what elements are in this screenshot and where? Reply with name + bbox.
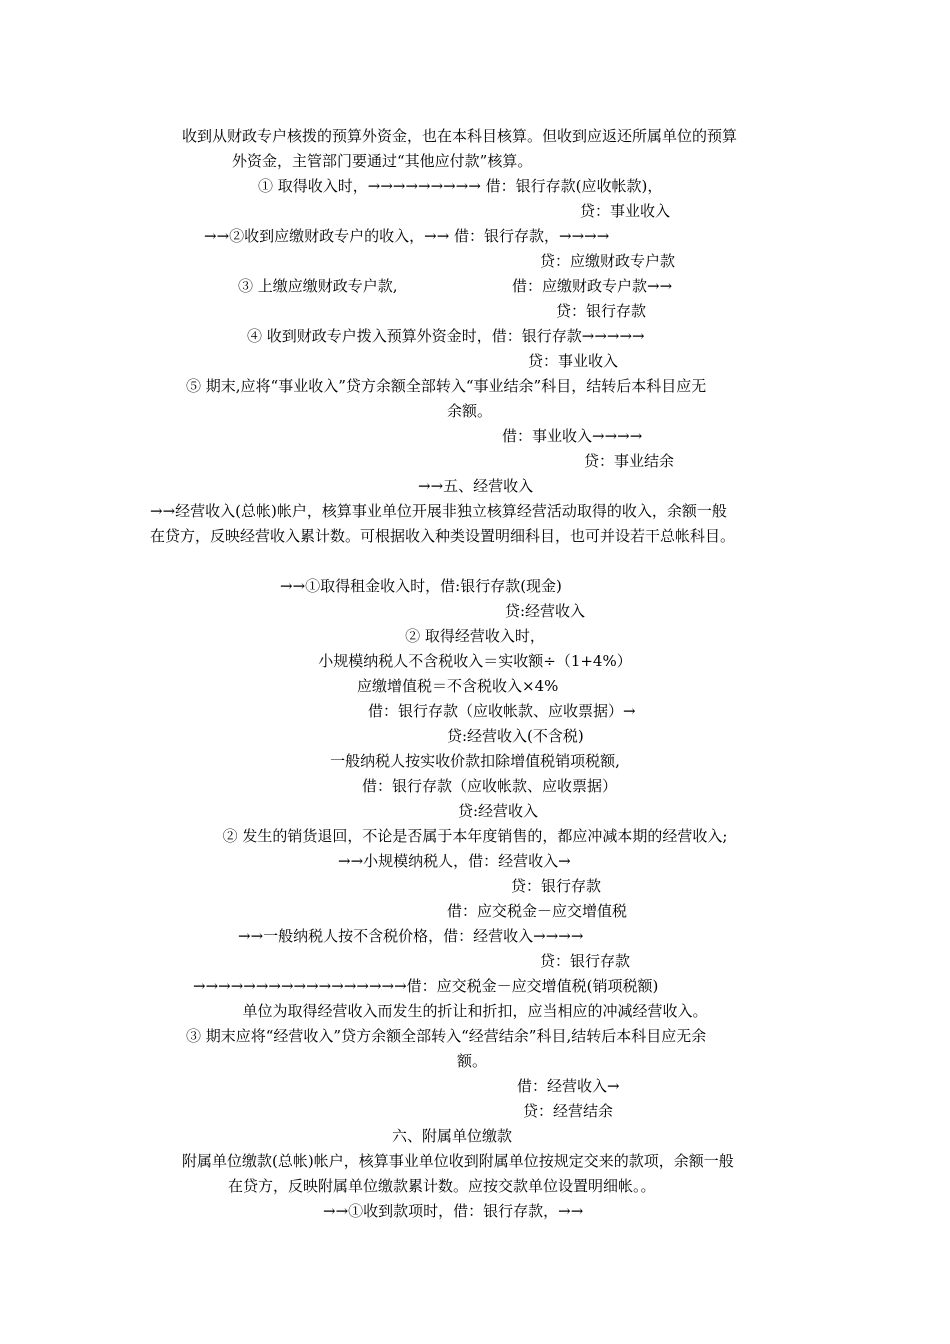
text-line: 借：事业收入→→→→ — [502, 427, 643, 445]
text-line: ② 取得经营收入时， — [405, 627, 545, 645]
text-line: 贷：应缴财政专户款 — [540, 252, 676, 270]
text-line: 贷:经营收入(不含税) — [447, 727, 584, 745]
text-line: ② 发生的销货退回，不论是否属于本年度销售的，都应冲减本期的经营收入; — [222, 827, 728, 845]
text-line: 在贷方，反映附属单位缴款累计数。应按交款单位设置明细帐。。 — [228, 1177, 656, 1195]
text-line: 贷：经营结余 — [523, 1102, 614, 1120]
text-line: ③ 上缴应缴财政专户款, — [238, 277, 398, 295]
text-line: 贷：事业收入 — [528, 352, 619, 370]
text-line: ① 取得收入时，→→→→→→→→→ 借：银行存款(应收帐款)， — [258, 177, 663, 195]
text-line: 收到从财政专户核拨的预算外资金，也在本科目核算。但收到应返还所属单位的预算 — [182, 127, 738, 145]
text-line: →→经营收入(总帐)帐户，核算事业单位开展非独立核算经营活动取得的收入，余额一般 — [150, 502, 727, 520]
section-heading: 六、附属单位缴款 — [392, 1127, 513, 1145]
text-line: 借：银行存款（应收帐款、应收票据） — [362, 777, 618, 795]
text-line: 贷:经营收入 — [458, 802, 539, 820]
section-heading: →→五、经营收入 — [418, 477, 534, 495]
text-line: 附属单位缴款(总帐)帐户，核算事业单位收到附属单位按规定交来的款项，余额一般 — [182, 1152, 734, 1170]
text-line: →→小规模纳税人，借：经营收入→ — [338, 852, 571, 870]
text-line: ⑤ 期末,应将“事业收入”贷方余额全部转入“事业结余”科目，结转后本科目应无 — [186, 377, 707, 395]
text-line: →→一般纳税人按不含税价格，借：经营收入→→→→ — [238, 927, 584, 945]
text-line: 应缴增值税＝不含税收入×4% — [357, 677, 559, 695]
text-line: 贷：银行存款 — [511, 877, 602, 895]
text-line: 外资金，主管部门要通过“其他应付款”核算。 — [232, 152, 533, 170]
text-line: 贷：银行存款 — [540, 952, 631, 970]
text-line: →→①收到款项时，借：银行存款，→→ — [323, 1202, 584, 1220]
text-line: 借：应缴财政专户款→→ — [512, 277, 673, 295]
text-line: 贷：银行存款 — [556, 302, 647, 320]
text-line: →→①取得租金收入时，借:银行存款(现金) — [280, 577, 562, 595]
text-line: 小规模纳税人不含税收入＝实收额÷（1+4%） — [318, 652, 632, 670]
text-line: 一般纳税人按实收价款扣除增值税销项税额, — [330, 752, 620, 770]
text-line: 贷：事业收入 — [580, 202, 671, 220]
text-line: 借：银行存款（应收帐款、应收票据）→ — [368, 702, 636, 720]
text-line: →→→→→→→→→→→→→→→→→借：应交税金－应交增值税(销项税额) — [193, 977, 659, 995]
text-line: 贷:经营收入 — [505, 602, 586, 620]
text-line: 单位为取得经营收入而发生的折让和折扣，应当相应的冲减经营收入。 — [242, 1002, 708, 1020]
text-line: 借：经营收入→ — [517, 1077, 620, 1095]
text-line: 额。 — [457, 1052, 488, 1070]
text-line: →→②收到应缴财政专户的收入，→→ 借：银行存款，→→→→ — [204, 227, 610, 245]
text-line: ④ 收到财政专户拨入预算外资金时，借：银行存款→→→→→ — [247, 327, 645, 345]
text-line: ③ 期末应将“经营收入”贷方余额全部转入“经营结余”科目,结转后本科目应无余 — [186, 1027, 707, 1045]
text-line: 贷：事业结余 — [584, 452, 675, 470]
text-line: 在贷方，反映经营收入累计数。可根据收入种类设置明细科目，也可并设若干总帐科目。 — [150, 527, 736, 545]
text-line: 借：应交税金－应交增值税 — [447, 902, 628, 920]
text-line: 余额。 — [447, 402, 493, 420]
